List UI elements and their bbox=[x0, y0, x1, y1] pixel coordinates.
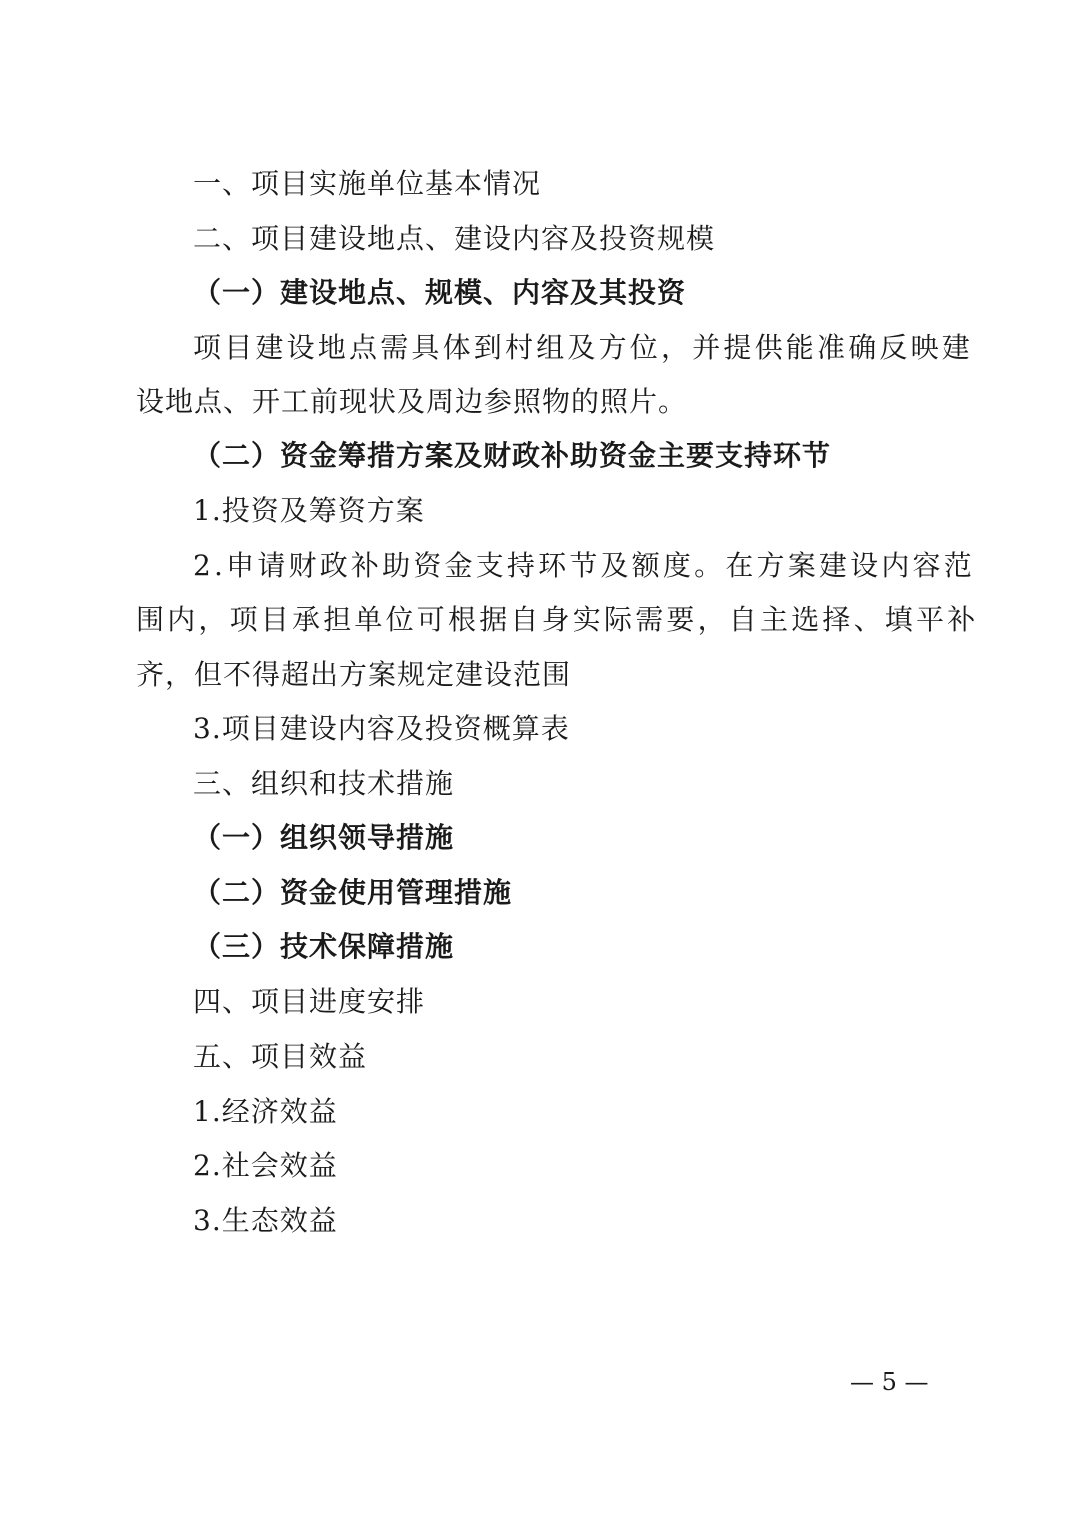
paragraph-subsidy-line-3: 齐，但不得超出方案规定建设范围 bbox=[136, 658, 572, 691]
list-item-budget-table: 3.项目建设内容及投资概算表 bbox=[193, 712, 570, 745]
paragraph-location-line-2: 设地点、开工前现状及周边参照物的照片。 bbox=[136, 385, 688, 418]
subheading-leadership: （一）组织领导措施 bbox=[193, 821, 455, 854]
list-item-ecological-benefit: 3.生态效益 bbox=[193, 1204, 338, 1237]
heading-1-unit-info: 一、项目实施单位基本情况 bbox=[193, 167, 542, 200]
page-number: — 5 — bbox=[850, 1368, 929, 1396]
subheading-fund-management: （二）资金使用管理措施 bbox=[193, 876, 513, 909]
heading-3-organization: 三、组织和技术措施 bbox=[193, 767, 455, 800]
subheading-location-scale: （一）建设地点、规模、内容及其投资 bbox=[193, 276, 687, 309]
paragraph-location-line-1: 项目建设地点需具体到村组及方位，并提供能准确反映建 bbox=[193, 331, 974, 364]
subheading-funding-plan: （二）资金筹措方案及财政补助资金主要支持环节 bbox=[193, 439, 832, 472]
list-item-social-benefit: 2.社会效益 bbox=[193, 1149, 338, 1182]
heading-4-schedule: 四、项目进度安排 bbox=[193, 985, 426, 1018]
list-item-economic-benefit: 1.经济效益 bbox=[193, 1095, 338, 1128]
paragraph-subsidy-line-1: 2.申请财政补助资金支持环节及额度。在方案建设内容范 bbox=[193, 549, 975, 582]
list-item-investment-plan: 1.投资及筹资方案 bbox=[193, 494, 425, 527]
heading-5-benefits: 五、项目效益 bbox=[193, 1040, 368, 1073]
heading-2-location-content: 二、项目建设地点、建设内容及投资规模 bbox=[193, 222, 716, 255]
subheading-technical-support: （三）技术保障措施 bbox=[193, 930, 455, 963]
paragraph-subsidy-line-2: 围内，项目承担单位可根据自身实际需要，自主选择、填平补 bbox=[136, 603, 979, 636]
